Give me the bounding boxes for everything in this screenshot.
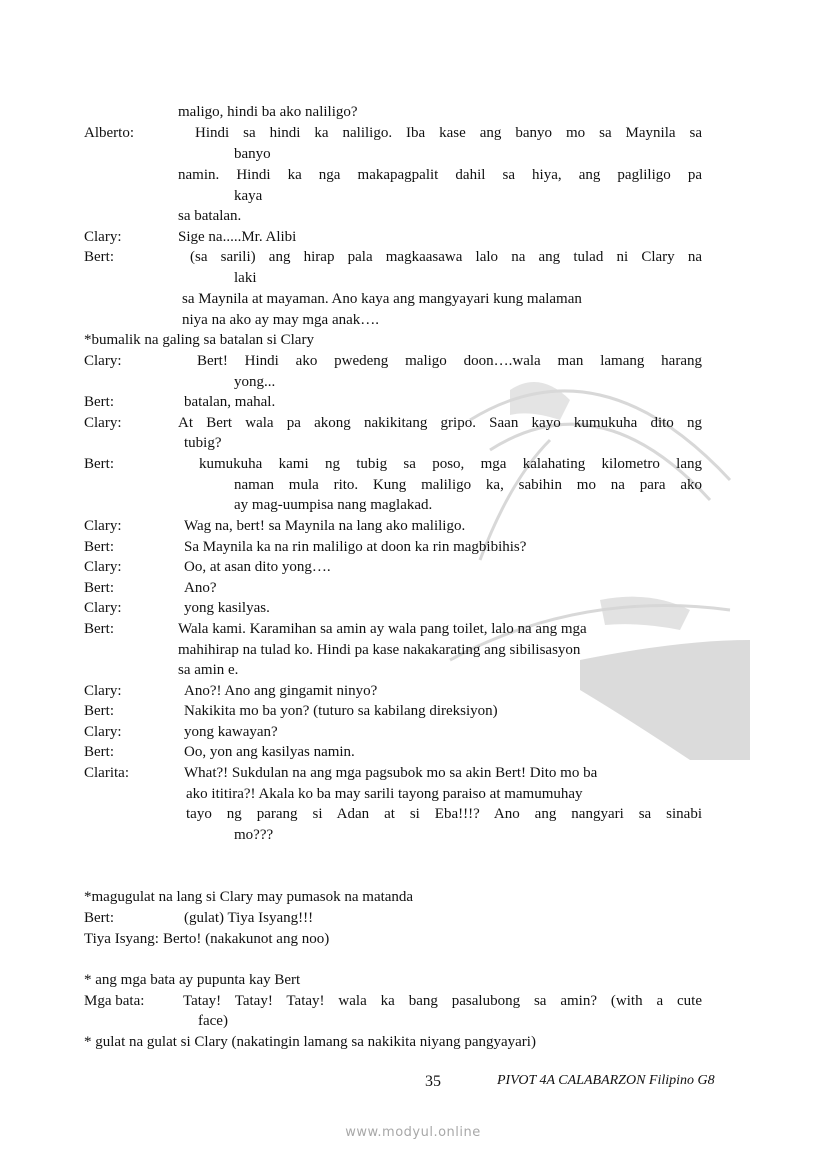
dialogue-line: yong kasilyas. (184, 600, 270, 616)
speaker-label: Bert: (84, 580, 114, 596)
dialogue-line: sa batalan. (178, 208, 242, 224)
dialogue-line: kumukuha kami ng tubig sa poso, mga kalahating kilometro lang (199, 456, 702, 472)
dialogue-line: maligo, hindi ba ako naliligo? (178, 104, 358, 120)
dialogue-line: Oo, at asan dito yong…. (184, 559, 331, 575)
stage-direction: * ang mga bata ay pupunta kay Bert (84, 972, 301, 988)
dialogue-line: Bert! Hindi ako pwedeng maligo doon….wala man lamang harang (197, 353, 702, 369)
speaker-label: Alberto: (84, 125, 134, 141)
dialogue-line: kaya (234, 188, 263, 204)
speaker-label: Clary: (84, 353, 122, 369)
speaker-label: Bert: (84, 703, 114, 719)
dialogue-line: ay mag-uumpisa nang maglakad. (234, 497, 433, 513)
dialogue-line: naman mula rito. Kung maliligo ka, sabihin mo na para ako (234, 477, 702, 493)
dialogue-line: sa amin e. (178, 662, 239, 678)
speaker-label: Bert: (84, 249, 114, 265)
dialogue-line: Sige na.....Mr. Alibi (178, 229, 297, 245)
dialogue-line: Nakikita mo ba yon? (tuturo sa kabilang direksiyon) (184, 703, 498, 719)
dialogue-line: mahihirap na tulad ko. Hindi pa kase nakakarating ang sibilisasyon (178, 642, 581, 658)
dialogue-line: namin. Hindi ka nga makapagpalit dahil sa hiya, ang pagliligo pa (178, 167, 702, 183)
page-number: 35 (425, 1073, 441, 1090)
speaker-label: Bert: (84, 456, 114, 472)
speaker-label: Bert: (84, 621, 114, 637)
dialogue-line: What?! Sukdulan na ang mga pagsubok mo sa akin Bert! Dito mo ba (184, 765, 598, 781)
speaker-label: Bert: (84, 744, 114, 760)
dialogue-line: sa Maynila at mayaman. Ano kaya ang mangyayari kung malaman (182, 291, 582, 307)
dialogue-line: mo??? (234, 827, 274, 843)
speaker-label: Bert: (84, 539, 114, 555)
speaker-label: Bert: (84, 910, 114, 926)
speaker-label: Clary: (84, 415, 122, 431)
dialogue-line: Tatay! Tatay! Tatay! wala ka bang pasalubong sa amin? (with a cute (183, 993, 702, 1009)
dialogue-line: Ano?! Ano ang gingamit ninyo? (184, 683, 378, 699)
dialogue-line: Hindi sa hindi ka naliligo. Iba kase ang banyo mo sa Maynila sa (195, 125, 702, 141)
dialogue-line: banyo (234, 146, 271, 162)
dialogue-line: tubig? (184, 435, 222, 451)
dialogue-line: yong... (234, 374, 276, 390)
footer-title: PIVOT 4A CALABARZON Filipino G8 (497, 1073, 715, 1088)
dialogue-line: Oo, yon ang kasilyas namin. (184, 744, 355, 760)
stage-direction: *magugulat na lang si Clary may pumasok na matanda (84, 889, 414, 905)
dialogue-line: laki (234, 270, 257, 286)
speaker-label: Bert: (84, 394, 114, 410)
dialogue-line: yong kawayan? (184, 724, 278, 740)
dialogue-line: (gulat) Tiya Isyang!!! (184, 910, 314, 926)
dialogue-line: tayo ng parang si Adan at si Eba!!!? Ano ang nangyari sa sinabi (186, 806, 702, 822)
speaker-label: Tiya Isyang: (84, 931, 159, 947)
dialogue-line: Ano? (184, 580, 217, 596)
stage-direction: *bumalik na galing sa batalan si Clary (84, 332, 314, 348)
speaker-label: Clary: (84, 600, 122, 616)
dialogue-line: face) (198, 1013, 228, 1029)
site-watermark: www.modyul.online (345, 1125, 481, 1140)
dialogue-line: niya na ako ay may mga anak…. (182, 312, 380, 328)
stage-direction: * gulat na gulat si Clary (nakatingin lamang sa nakikita niyang pangyayari) (84, 1034, 536, 1050)
speaker-label: Clary: (84, 518, 122, 534)
speaker-label: Clarita: (84, 765, 129, 781)
speaker-label: Clary: (84, 559, 122, 575)
speaker-label: Clary: (84, 229, 122, 245)
speaker-label: Mga bata: (84, 993, 145, 1009)
dialogue-line: Wag na, bert! sa Maynila na lang ako maliligo. (184, 518, 466, 534)
dialogue-line: Berto! (nakakunot ang noo) (163, 931, 330, 947)
dialogue-line: ako ititira?! Akala ko ba may sarili tayong paraiso at mamumuhay (186, 786, 583, 802)
dialogue-line: (sa sarili) ang hirap pala magkaasawa lalo na ang tulad ni Clary na (190, 249, 702, 265)
speaker-label: Clary: (84, 724, 122, 740)
dialogue-line: Sa Maynila ka na rin maliligo at doon ka rin magbibihis? (184, 539, 527, 555)
dialogue-line: batalan, mahal. (184, 394, 276, 410)
dialogue-line: Wala kami. Karamihan sa amin ay wala pang toilet, lalo na ang mga (178, 621, 587, 637)
speaker-label: Clary: (84, 683, 122, 699)
dialogue-line: At Bert wala pa akong nakikitang gripo. Saan kayo kumukuha dito ng (178, 415, 702, 431)
